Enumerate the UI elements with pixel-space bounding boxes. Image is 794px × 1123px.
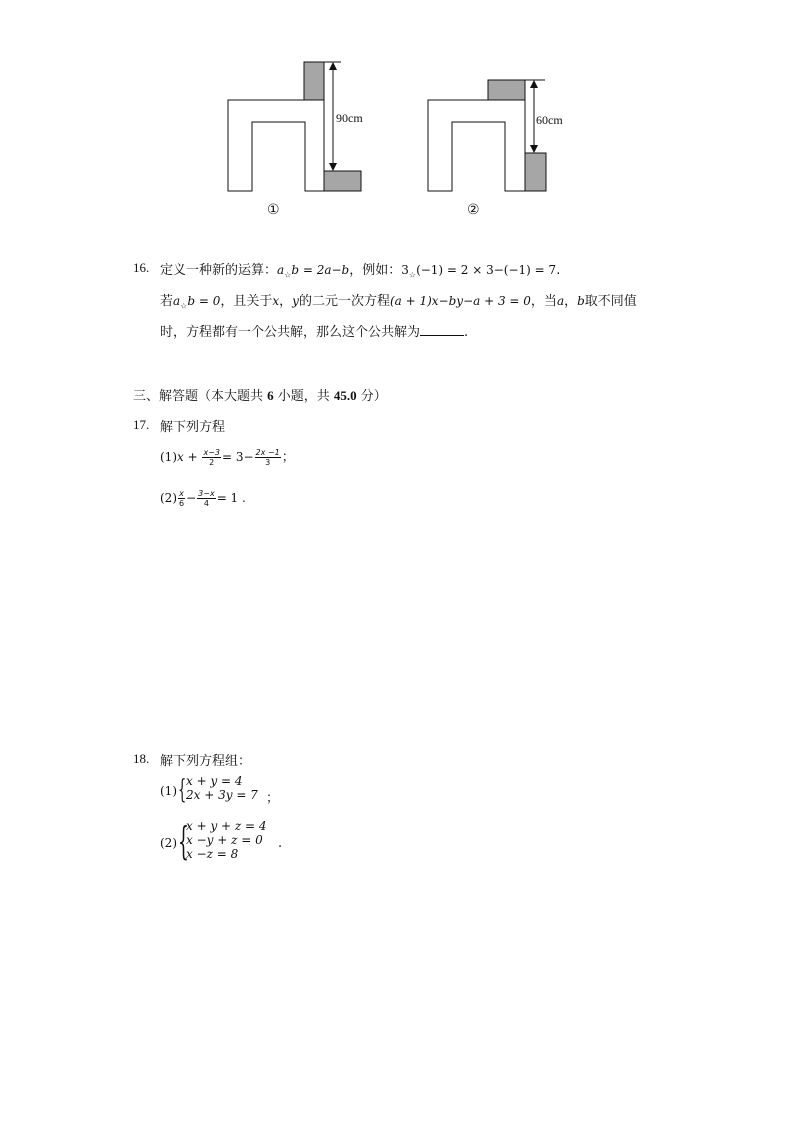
section-3-title (133, 385, 387, 404)
q17-p2-fraction-1: $\frac{x}{6}$ (179, 489, 185, 508)
question-17-part-1 (160, 446, 295, 467)
q16-text-1: 定义一种新的运算： (160, 263, 278, 278)
q16-l3-text: 时，方程都有一个公共解，那么这个公共解为 (160, 325, 421, 340)
q18-p2-end: . (278, 836, 283, 851)
q18-p1-end: ； (266, 791, 280, 806)
figure-1-dimension-label: 90cm (336, 111, 363, 125)
figure-1-frame (228, 100, 324, 191)
q16-var-b: b (577, 294, 585, 308)
figure-2-bottom-block (525, 153, 546, 191)
q16-example: $3_☆(-1) = 2 \times 3-(-1) = 7$ (401, 263, 557, 280)
q16-condition: $a_☆b = 0$ (173, 294, 221, 311)
q17-p2-end: = 1 . (216, 491, 246, 505)
figure-2-frame (428, 100, 525, 191)
question-17-title: 解下列方程 (160, 420, 226, 435)
figures-illustration (0, 0, 794, 230)
q17-p2-label: (2) (160, 491, 177, 505)
question-18-number: 18. (133, 751, 150, 766)
question-16-line-1 (160, 259, 560, 279)
question-18-part-1 (160, 775, 300, 807)
q16-var-y: y (292, 294, 299, 308)
figure-2-top-block (488, 80, 525, 100)
question-18-title: 解下列方程组： (160, 754, 252, 769)
section-3-title-pre: 三、解答题（本大题共 (133, 389, 268, 404)
q18-p1-row-1: x + y = 4 (186, 774, 243, 788)
q16-l2-text-5: 取不同值 (584, 294, 637, 309)
q16-answer-blank[interactable] (420, 324, 464, 336)
q17-p1-fraction-1: $\frac{x-3}{2}$ (203, 448, 220, 467)
q16-definition: $a_☆b = 2a-b$ (277, 263, 350, 280)
q16-text-2: ，例如： (349, 263, 402, 278)
q17-p1-mid: = 3− (221, 450, 254, 464)
q17-p1-end: ； (281, 450, 295, 465)
figure-2-label: ② (467, 202, 480, 218)
figure-1-bottom-block (324, 171, 361, 191)
figure-1-shape (228, 100, 324, 191)
q17-p1-x: x + (177, 450, 202, 464)
q18-p1-brace: { (178, 775, 187, 805)
q16-var-a: a (556, 294, 565, 308)
question-17-number: 17. (133, 417, 150, 432)
q18-p2-brace: { (178, 819, 189, 863)
section-3-count: 6 (267, 388, 274, 403)
q17-p1-label: (1) (160, 450, 177, 464)
q16-var-x: x (272, 294, 280, 308)
section-3-score: 45.0 (333, 388, 357, 403)
q16-period: . (556, 263, 561, 278)
q16-l2-text-2: ，且关于 (220, 294, 273, 309)
q18-p2-row-2: x −y + z = 0 (186, 833, 263, 847)
figure-1-top-block (304, 62, 324, 100)
q17-p1-fraction-2: $\frac{2x -1}{3}$ (255, 448, 280, 467)
q18-p2-row-1: x + y + z = 4 (186, 819, 267, 833)
question-18-part-2 (160, 820, 300, 864)
q17-p2-fraction-2: $\frac{3-x}{4}$ (198, 489, 215, 508)
q18-p1-row-2: 2x + 3y = 7 (186, 788, 258, 802)
q16-l2-text-4: ，当 (530, 294, 557, 309)
question-16-number: 16. (133, 260, 150, 275)
q16-l2-text-1: 若 (160, 294, 174, 309)
q16-l2-comma-2: ， (564, 294, 578, 309)
q18-p2-label: (2) (160, 836, 177, 850)
q18-p2-row-3: x −z = 8 (186, 847, 239, 861)
q16-l2-text-3: 的二元一次方程 (298, 294, 390, 309)
question-17-part-2 (160, 489, 246, 508)
question-16-line-3 (160, 321, 468, 340)
q16-l3-end: . (464, 325, 469, 340)
question-16-line-2 (160, 290, 637, 310)
section-3-title-post: 分） (356, 389, 387, 404)
q16-equation: (a + 1)x−by−a + 3 = 0 (389, 294, 531, 308)
q16-l2-comma: ， (279, 294, 293, 309)
figure-2-dimension-label: 60cm (536, 113, 563, 127)
q18-p1-label: (1) (160, 784, 177, 798)
figure-1-label: ① (267, 202, 280, 218)
figure-2-shape (428, 100, 525, 191)
section-3-title-mid: 小题，共 (273, 389, 334, 404)
q17-p2-minus: − (186, 491, 197, 505)
